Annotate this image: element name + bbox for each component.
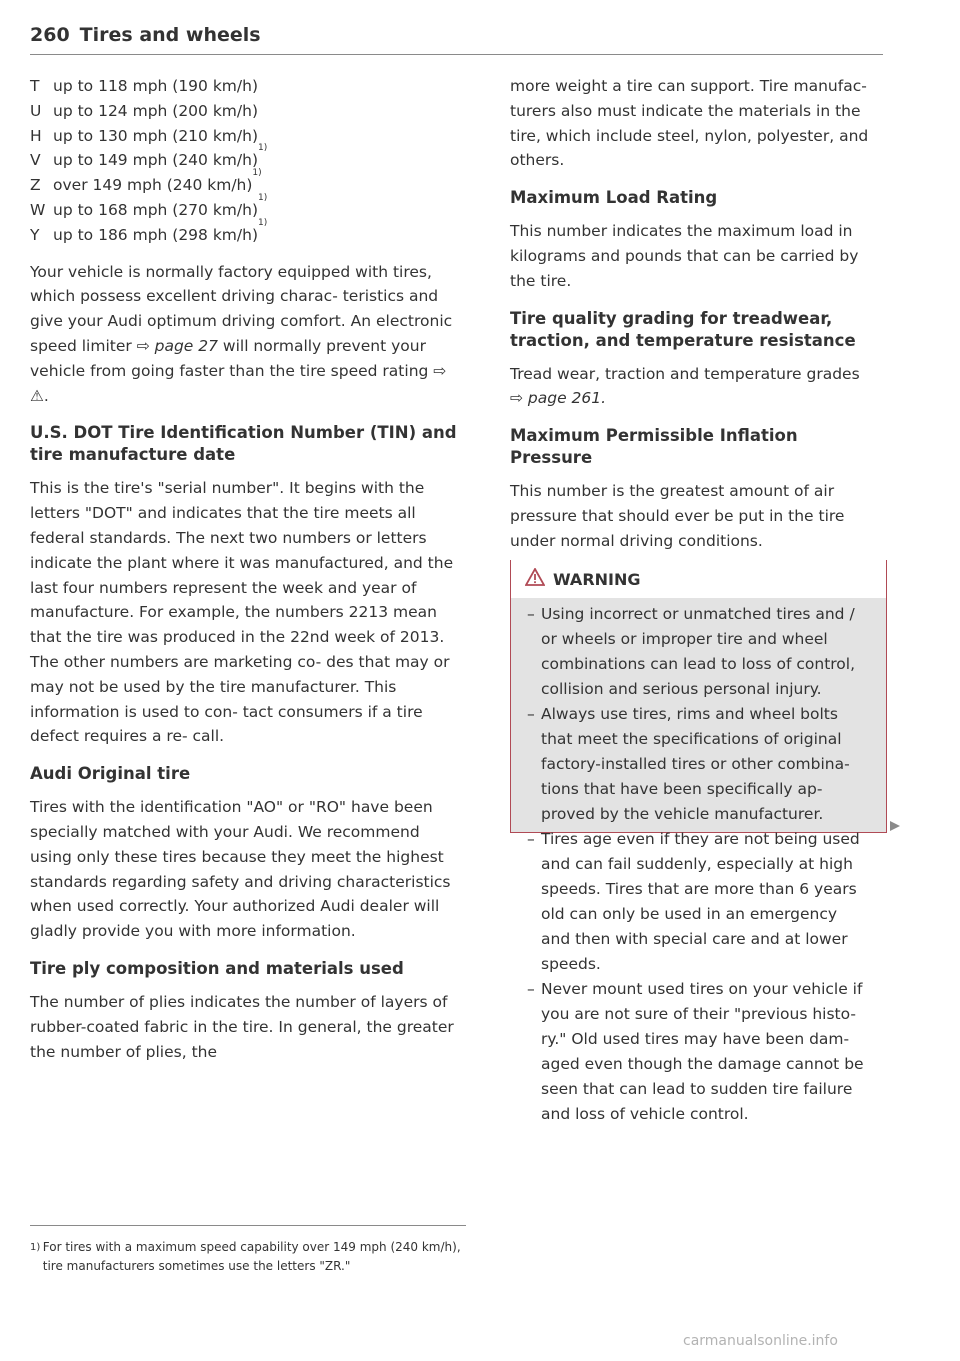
paragraph-quality-grading [510, 362, 885, 412]
warning-item: – Always use tires, rims and wheel bolts that meet the specifications of original factory-installed tires or other combina- tions that have been specifically ap- proved by the vehicle manufacturer. [527, 702, 870, 827]
watermark: carmanualsonline.info [683, 1333, 838, 1349]
warning-triangle-icon [525, 568, 545, 590]
warning-box [510, 560, 887, 1123]
heading-max-pressure: Maximum Permissible Inflation Pressure [510, 426, 798, 468]
warning-item: – Using incorrect or unmatched tires and / or wheels or improper tire and wheel combinations can lead to loss of control, collision and serious personal injury. [527, 602, 870, 702]
speed-text: up to 118 mph (190 km/h) [53, 77, 259, 95]
heading-audi-original: Audi Original tire [30, 764, 191, 784]
paragraph-max-pressure: This number is the greatest amount of air pressure that should ever be put in the tire under normal driving conditions. [510, 482, 845, 550]
speed-letter: Z [30, 176, 41, 195]
speed-text: up to 124 mph (200 km/h) [53, 101, 259, 120]
page-header [30, 24, 883, 55]
paragraph-ply-composition: The number of plies indicates the number of layers of rubber-coated fabric in the tire. In general, the greater the number of plies, the [30, 992, 454, 1061]
page-number: 260 [30, 24, 70, 46]
speed-text: up to 149 mph (240 km/h) [53, 151, 259, 170]
speed-rating-row [30, 217, 466, 248]
warning-list [511, 598, 886, 1127]
speed-text: up to 186 mph (298 km/h) [53, 225, 259, 244]
speed-letter: Y [30, 225, 40, 244]
speed-rating-row [30, 192, 466, 223]
speed-rating-row [30, 168, 466, 198]
text-span: Your vehicle is normally factory equipped with tires, which possess excellent driving charac- teristics and give your Audi optimum driving comfort. An electronic speed limiter [30, 262, 453, 355]
warning-header [511, 560, 886, 598]
warning-item-text: Tires age even if they are not being used and can fail suddenly, especially at high speeds. Tires that are more than 6 years old can only be used in an emergency and then with special care and at lower speeds. [541, 830, 860, 973]
footnote [30, 1238, 466, 1276]
footnote-divider [30, 1225, 466, 1226]
paragraph-audi-original: Tires with the identification "AO" or "RO" have been specially matched with your Audi. We recommend using only these tires because they meet the highest standards regarding safety and driving characteristics when used correctly. Your authorized Audi dealer will gladly provide you with more information. [30, 798, 451, 941]
heading-max-load: Maximum Load Rating [510, 188, 718, 208]
speed-letter: T [30, 77, 40, 95]
warning-item: – Tires age even if they are not being used and can fail suddenly, especially at high speeds. Tires that are more than 6 years old can only be used in an emergency and then with special care and at lower speeds. [527, 827, 870, 977]
speed-letter: V [30, 151, 41, 170]
speed-text: up to 130 mph (210 km/h) [53, 126, 259, 145]
speed-text: over 149 mph (240 km/h) [53, 176, 253, 195]
text-span: will normally prevent your vehicle from going faster than the tire speed rating [30, 336, 429, 380]
right-column [510, 74, 885, 566]
warning-item-text: Never mount used tires on your vehicle if you are not sure of their "previous histo- ry." Old used tires may have been dam- aged even though the damage cannot be seen that can lead to sudden tire failure and loss of vehicle control. [541, 980, 864, 1123]
paragraph-speed-limiter [30, 260, 466, 409]
footnote-ref: 1) [258, 192, 268, 203]
footnote-text: For tires with a maximum speed capability over 149 mph (240 km/h), tire manufacturers sometimes use the letters "ZR." [42, 1240, 461, 1273]
continue-arrow-icon[interactable] [888, 818, 902, 837]
warning-item-text: Using incorrect or unmatched tires and / or wheels or improper tire and wheel combinations can lead to loss of control, collision and serious personal injury. [541, 605, 856, 698]
footnote-ref: 1) [252, 168, 262, 179]
page-27-link[interactable]: ⇨ page 27 [136, 336, 218, 355]
heading-ply-composition: Tire ply composition and materials used [30, 958, 404, 978]
speed-rating-row [30, 99, 466, 124]
speed-letter: W [30, 200, 46, 219]
paragraph-max-load: This number indicates the maximum load in kilograms and pounds that can be carried by the tire. [510, 222, 859, 290]
speed-rating-row [30, 143, 466, 173]
warning-item: – Never mount used tires on your vehicle if you are not sure of their "previous histo- ry." Old used tires may have been dam- aged even though the damage cannot be seen that can lead to sudden tire failure and loss of vehicle control. [527, 977, 870, 1127]
page-261-link[interactable]: ⇨ page 261. [510, 389, 607, 408]
speed-rating-row [30, 74, 466, 99]
speed-letter: H [30, 126, 42, 145]
heading-dot-tin: U.S. DOT Tire Identification Number (TIN) and tire manufacture date [30, 423, 457, 465]
warning-item-text: Always use tires, rims and wheel bolts that meet the specifications of original factory-installed tires or other combina- tions that have been specifically ap- proved by the vehicle manufacturer. [541, 705, 850, 823]
footnote-ref: 1) [258, 143, 268, 154]
speed-rating-row [30, 124, 466, 149]
left-column [30, 74, 466, 1076]
speed-rating-list [30, 74, 466, 248]
speed-letter: U [30, 101, 42, 120]
paragraph-continued: more weight a tire can support. Tire manufac- turers also must indicate the materials in the tire, which include steel, nylon, polyester, and others. [510, 77, 869, 170]
warning-ref-link[interactable]: ⇨ ⚠. [30, 361, 447, 405]
footnote-mark: 1) [30, 1242, 41, 1253]
speed-text: up to 168 mph (270 km/h) [53, 200, 259, 219]
heading-quality-grading: Tire quality grading for treadwear, traction, and temperature resistance [510, 308, 856, 350]
warning-title: WARNING [553, 569, 641, 589]
text-span: Tread wear, traction and temperature grades [510, 364, 860, 383]
chapter-title: Tires and wheels [79, 24, 261, 46]
paragraph-dot-tin: This is the tire's "serial number". It begins with the letters "DOT" and indicates that the tire meets all federal standards. The next two numbers or letters indicate the plant where it was manufactured, and the last four numbers represent the week and year of manufacture. For example, the numbers 2213 mean that the tire was produced in the 22nd week of 2013. The other numbers are marketing co- des that may or may not be used by the tire manufacturer. This information is used to con- tact consumers if a tire defect requires a re- call. [30, 479, 454, 746]
footnote-ref: 1) [258, 217, 268, 228]
